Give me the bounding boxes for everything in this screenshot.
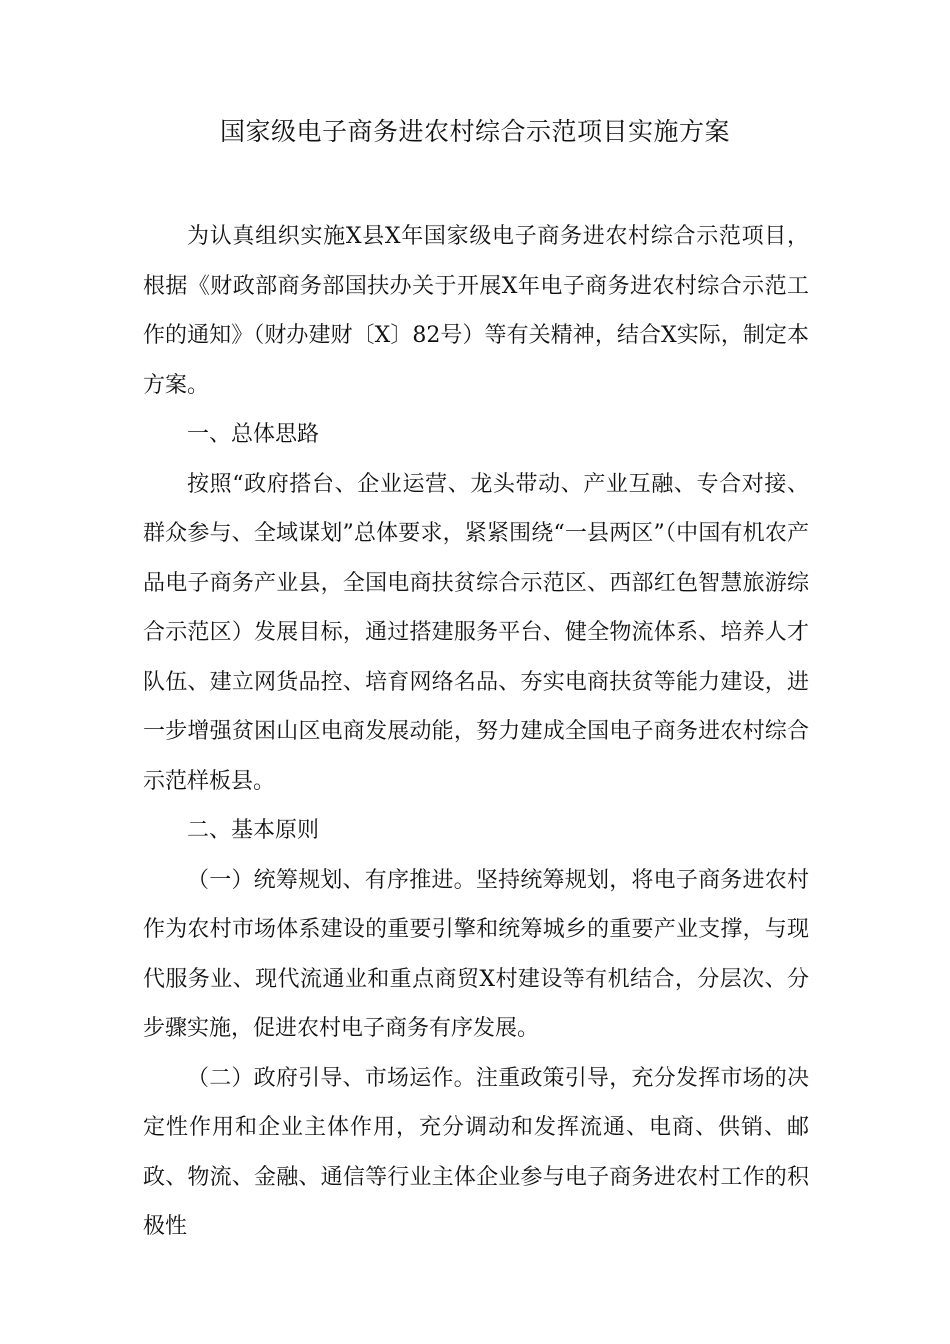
principle-two-paragraph: （二）政府引导、市场运作。注重政策引导，充分发挥市场的决定性作用和企业主体作用，充分调动和发挥流通、电商、供销、邮政、物流、金融、通信等行业主体企业参与电子商务进农村工作的积极性 [143, 1065, 809, 1239]
document-title: 国家级电子商务进农村综合示范项目实施方案 [219, 117, 730, 146]
document-body [143, 212, 809, 1252]
section-heading-basic-principles: 二、基本原则 [187, 818, 320, 843]
section-heading-overall-approach: 一、总体思路 [187, 422, 320, 447]
overall-approach-paragraph: 按照“政府搭台、企业运营、龙头带动、产业互融、专合对接、群众参与、全域谋划”总体要求，紧紧围绕“一县两区”（中国有机农产品电子商务产业县，全国电商扶贫综合示范区、西部红色智慧旅游综合示范区）发展目标，通过搭建服务平台、健全物流体系、培养人才队伍、建立网货品控、培育网络名品、夯实电商扶贫等能力建设，进一步增强贫困山区电商发展动能，努力建成全国电子商务进农村综合示范样板县。 [143, 471, 809, 794]
principle-one-paragraph: （一）统筹规划、有序推进。坚持统筹规划，将电子商务进农村作为农村市场体系建设的重要引擎和统筹城乡的重要产业支撑，与现代服务业、现代流通业和重点商贸X村建设等有机结合，分层次、分步骤实施，促进农村电子商务有序发展。 [143, 867, 809, 1041]
intro-paragraph: 为认真组织实施X县X年国家级电子商务进农村综合示范项目，根据《财政部商务部国扶办关于开展X年电子商务进农村综合示范工作的通知》（财办建财〔X〕82号）等有关精神，结合X实际，制定本方案。 [143, 224, 809, 398]
